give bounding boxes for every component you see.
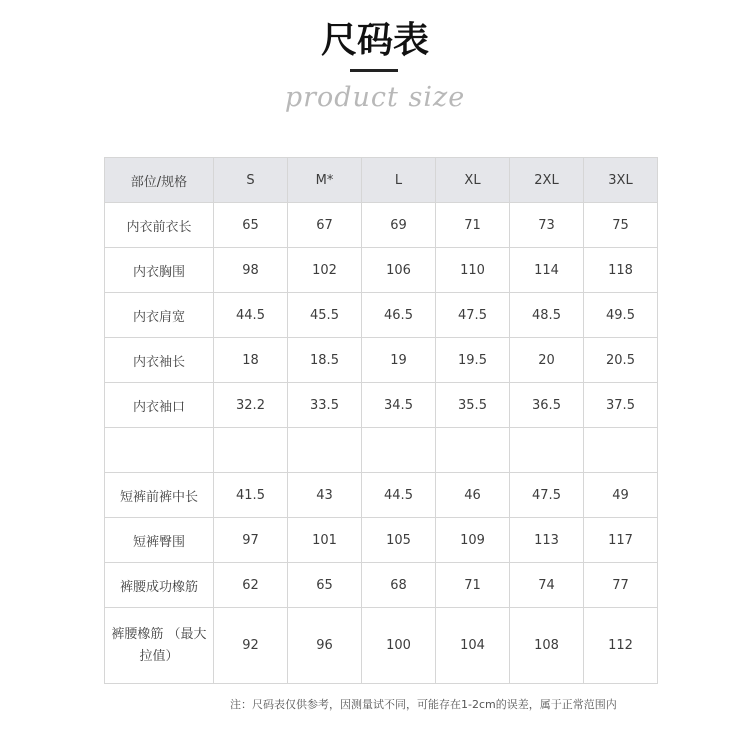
table-row: [105, 518, 658, 563]
table-cell: 74: [510, 563, 584, 608]
table-cell: 96: [288, 608, 362, 684]
table-cell: 37.5: [584, 383, 658, 428]
row-label: 短裤前裤中长: [105, 473, 214, 518]
title-underline: [350, 69, 398, 72]
table-cell: 109: [436, 518, 510, 563]
table-cell: [288, 428, 362, 473]
table-row: [105, 293, 658, 338]
table-cell: 65: [288, 563, 362, 608]
column-header-m: M*: [288, 158, 362, 203]
table-cell: 48.5: [510, 293, 584, 338]
table-cell: 104: [436, 608, 510, 684]
row-label: 内衣肩宽: [105, 293, 214, 338]
table-cell: 18: [214, 338, 288, 383]
table-cell: 117: [584, 518, 658, 563]
table-cell: 105: [362, 518, 436, 563]
table-cell: 68: [362, 563, 436, 608]
table-cell: [214, 428, 288, 473]
table-cell: 114: [510, 248, 584, 293]
table-cell: [362, 428, 436, 473]
table-cell: 46: [436, 473, 510, 518]
table-cell: [510, 428, 584, 473]
table-cell: 110: [436, 248, 510, 293]
size-table: [104, 157, 658, 684]
table-cell: 36.5: [510, 383, 584, 428]
table-cell: 47.5: [436, 293, 510, 338]
row-label: [105, 428, 214, 473]
table-cell: 118: [584, 248, 658, 293]
row-label: 内衣袖口: [105, 383, 214, 428]
column-header-xl: XL: [436, 158, 510, 203]
table-cell: 97: [214, 518, 288, 563]
column-header-3xl: 3XL: [584, 158, 658, 203]
column-header-s: S: [214, 158, 288, 203]
table-row: [105, 473, 658, 518]
table-cell: 47.5: [510, 473, 584, 518]
row-label: 内衣袖长: [105, 338, 214, 383]
table-cell: 33.5: [288, 383, 362, 428]
table-cell: 108: [510, 608, 584, 684]
row-label: 短裤臀围: [105, 518, 214, 563]
table-cell: 46.5: [362, 293, 436, 338]
table-cell: 67: [288, 203, 362, 248]
table-cell: 41.5: [214, 473, 288, 518]
table-cell: [436, 428, 510, 473]
table-cell: 71: [436, 563, 510, 608]
table-cell: 32.2: [214, 383, 288, 428]
table-cell: 113: [510, 518, 584, 563]
table-cell: 19.5: [436, 338, 510, 383]
page-title: 尺码表: [320, 19, 429, 61]
row-label: 裤腰橡筋 （最大拉值）: [105, 608, 214, 684]
column-header-l: L: [362, 158, 436, 203]
table-cell: 18.5: [288, 338, 362, 383]
table-cell: 98: [214, 248, 288, 293]
table-cell: 73: [510, 203, 584, 248]
row-label: 裤腰成功橡筋: [105, 563, 214, 608]
table-cell: 34.5: [362, 383, 436, 428]
page-subtitle: product size: [284, 82, 466, 113]
column-header-2xl: 2XL: [510, 158, 584, 203]
table-cell: 19: [362, 338, 436, 383]
row-label: 内衣胸围: [105, 248, 214, 293]
table-cell: 100: [362, 608, 436, 684]
disclaimer-note: 注：尺码表仅供参考，因测量试不同，可能存在1-2cm的误差，属于正常范围内: [230, 698, 617, 711]
table-cell: 44.5: [362, 473, 436, 518]
table-cell: 75: [584, 203, 658, 248]
table-row: [105, 248, 658, 293]
table-cell: 20: [510, 338, 584, 383]
table-cell: 62: [214, 563, 288, 608]
table-cell: 49: [584, 473, 658, 518]
table-cell: 43: [288, 473, 362, 518]
column-header-part: 部位/规格: [105, 158, 214, 203]
table-cell: 106: [362, 248, 436, 293]
table-cell: 65: [214, 203, 288, 248]
table-cell: 49.5: [584, 293, 658, 338]
table-cell: 69: [362, 203, 436, 248]
table-cell: 45.5: [288, 293, 362, 338]
table-cell: [584, 428, 658, 473]
table-cell: 35.5: [436, 383, 510, 428]
table-cell: 20.5: [584, 338, 658, 383]
row-label: 内衣前衣长: [105, 203, 214, 248]
table-row: [105, 338, 658, 383]
table-cell: 101: [288, 518, 362, 563]
table-spacer-row: [105, 428, 658, 473]
table-cell: 112: [584, 608, 658, 684]
table-header-row: [105, 158, 658, 203]
table-cell: 92: [214, 608, 288, 684]
table-row: [105, 203, 658, 248]
table-row: [105, 383, 658, 428]
table-cell: 102: [288, 248, 362, 293]
table-row: [105, 563, 658, 608]
table-row: [105, 608, 658, 684]
table-cell: 71: [436, 203, 510, 248]
table-cell: 77: [584, 563, 658, 608]
table-cell: 44.5: [214, 293, 288, 338]
